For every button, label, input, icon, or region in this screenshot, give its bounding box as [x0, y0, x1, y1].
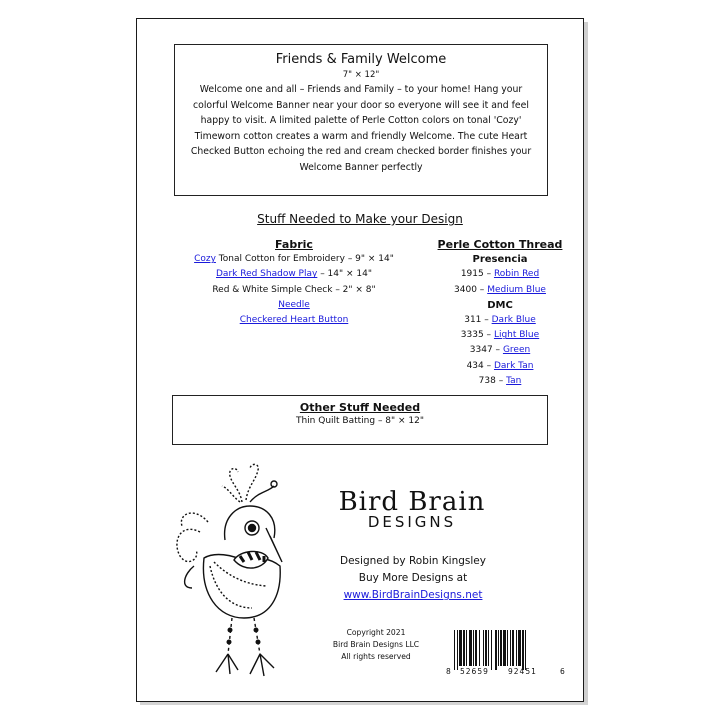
barcode-bar — [483, 630, 484, 666]
brand-presencia: Presencia — [472, 254, 528, 266]
copyright-year: Copyright 2021 — [346, 628, 406, 637]
website-link[interactable]: www.BirdBrainDesigns.net — [343, 589, 483, 601]
barcode-bar — [495, 630, 497, 670]
thread-item — [430, 267, 570, 282]
barcode-bar — [454, 630, 455, 670]
thread-item — [430, 313, 570, 328]
barcode-bar — [466, 630, 467, 666]
thread-number: 311 – — [464, 315, 492, 326]
needle-link[interactable]: Needle — [278, 299, 310, 310]
other-stuff-heading: Other Stuff Needed — [299, 401, 421, 414]
copyright-rights: All rights reserved — [341, 652, 411, 661]
supplies-heading: Stuff Needed to Make your Design — [257, 212, 463, 226]
bird-illustration — [170, 462, 310, 684]
barcode-bar — [525, 630, 526, 670]
fabric-item — [154, 267, 434, 282]
fabric-heading: Fabric — [275, 238, 313, 251]
perle-cotton-list — [430, 237, 570, 389]
barcode-bar — [512, 630, 514, 666]
page-shadow-right — [584, 22, 588, 704]
checkered-heart-button-link[interactable]: Checkered Heart Button — [239, 315, 349, 326]
designer-name: Designed by Robin Kingsley — [340, 555, 486, 567]
barcode-digit: 8 — [446, 667, 451, 676]
thread-item — [430, 374, 570, 389]
intro-box — [174, 44, 548, 196]
copyright-company: Bird Brain Designs LLC — [332, 640, 420, 649]
thread-number: 3335 – — [460, 330, 494, 341]
thread-number: 1915 – — [460, 269, 494, 280]
dark-tan-link[interactable]: Dark Tan — [493, 360, 534, 371]
barcode-bar — [473, 630, 474, 666]
bird-brain-logo — [302, 487, 522, 531]
logo-subtitle: DESIGNS — [367, 513, 457, 531]
thread-number: 738 – — [478, 375, 507, 386]
other-stuff-item: Thin Quilt Batting – 8" × 12" — [295, 416, 425, 426]
green-link[interactable]: Green — [502, 345, 531, 356]
fabric-list — [154, 237, 434, 328]
thread-item — [430, 328, 570, 343]
page-shadow-bottom — [140, 702, 588, 705]
fabric-item — [154, 298, 434, 313]
dark-blue-link[interactable]: Dark Blue — [491, 315, 536, 326]
fabric-item — [154, 252, 434, 267]
barcode-bar — [485, 630, 487, 666]
barcode — [444, 628, 568, 676]
other-stuff-box — [172, 395, 548, 445]
fabric-item-text: Tonal Cotton for Embroidery – 9" × 14" — [215, 254, 394, 265]
barcode-bar — [518, 630, 521, 666]
thread-item — [430, 359, 570, 374]
thread-item — [430, 343, 570, 358]
barcode-bar — [507, 630, 508, 666]
logo-wordmark: Bird Brain — [338, 487, 486, 517]
medium-blue-link[interactable]: Medium Blue — [487, 284, 546, 295]
copyright-notice — [318, 627, 434, 663]
pattern-title: Friends & Family Welcome — [275, 52, 447, 67]
pattern-description: Welcome one and all – Friends and Family – to your home! Hang your colorful Welcome Banner near your door so everyone will see it and feel happy to visit. A limited palette of Perle Cotton colors on tonal 'Cozy' Timeworn cotton creates a warm and friendly Welcome. The cute Heart Checked Button echoing the red and cream checked border finishes your Welcome Banner perfectly — [190, 84, 532, 173]
perle-heading: Perle Cotton Thread — [437, 238, 563, 251]
fabric-item-text: – 14" × 14" — [317, 269, 372, 280]
barcode-bar — [522, 630, 524, 670]
barcode-digit: 6 — [560, 667, 565, 676]
barcode-bar — [503, 630, 506, 666]
barcode-bar — [488, 630, 489, 666]
robin-red-link[interactable]: Robin Red — [493, 269, 540, 280]
thread-item — [430, 283, 570, 298]
buy-more-text: Buy More Designs at — [358, 572, 468, 584]
brand-dmc: DMC — [487, 299, 513, 311]
barcode-bar — [498, 630, 499, 666]
barcode-bar — [459, 630, 462, 666]
barcode-bar — [510, 630, 511, 666]
thread-number: 434 – — [466, 360, 494, 371]
barcode-bar — [500, 630, 502, 666]
pattern-size: 7" × 12" — [342, 70, 380, 80]
designer-credit — [300, 553, 526, 604]
barcode-bar — [516, 630, 517, 666]
dark-red-shadow-play-link[interactable]: Dark Red Shadow Play — [216, 269, 318, 280]
barcode-bar — [479, 630, 480, 666]
barcode-group: 92451 — [508, 667, 537, 676]
barcode-bar — [475, 630, 477, 666]
tan-link[interactable]: Tan — [506, 375, 522, 386]
fabric-item: Red & White Simple Check – 2" × 8" — [212, 284, 376, 295]
light-blue-link[interactable]: Light Blue — [493, 330, 540, 341]
barcode-bar — [463, 630, 465, 666]
thread-number: 3347 – — [469, 345, 503, 356]
thread-number: 3400 – — [454, 284, 488, 295]
barcode-bar — [491, 630, 492, 670]
barcode-bar — [457, 630, 458, 670]
barcode-bar — [469, 630, 472, 666]
barcode-group: 52659 — [460, 667, 489, 676]
fabric-item — [154, 313, 434, 328]
cozy-link[interactable]: Cozy — [194, 254, 216, 265]
